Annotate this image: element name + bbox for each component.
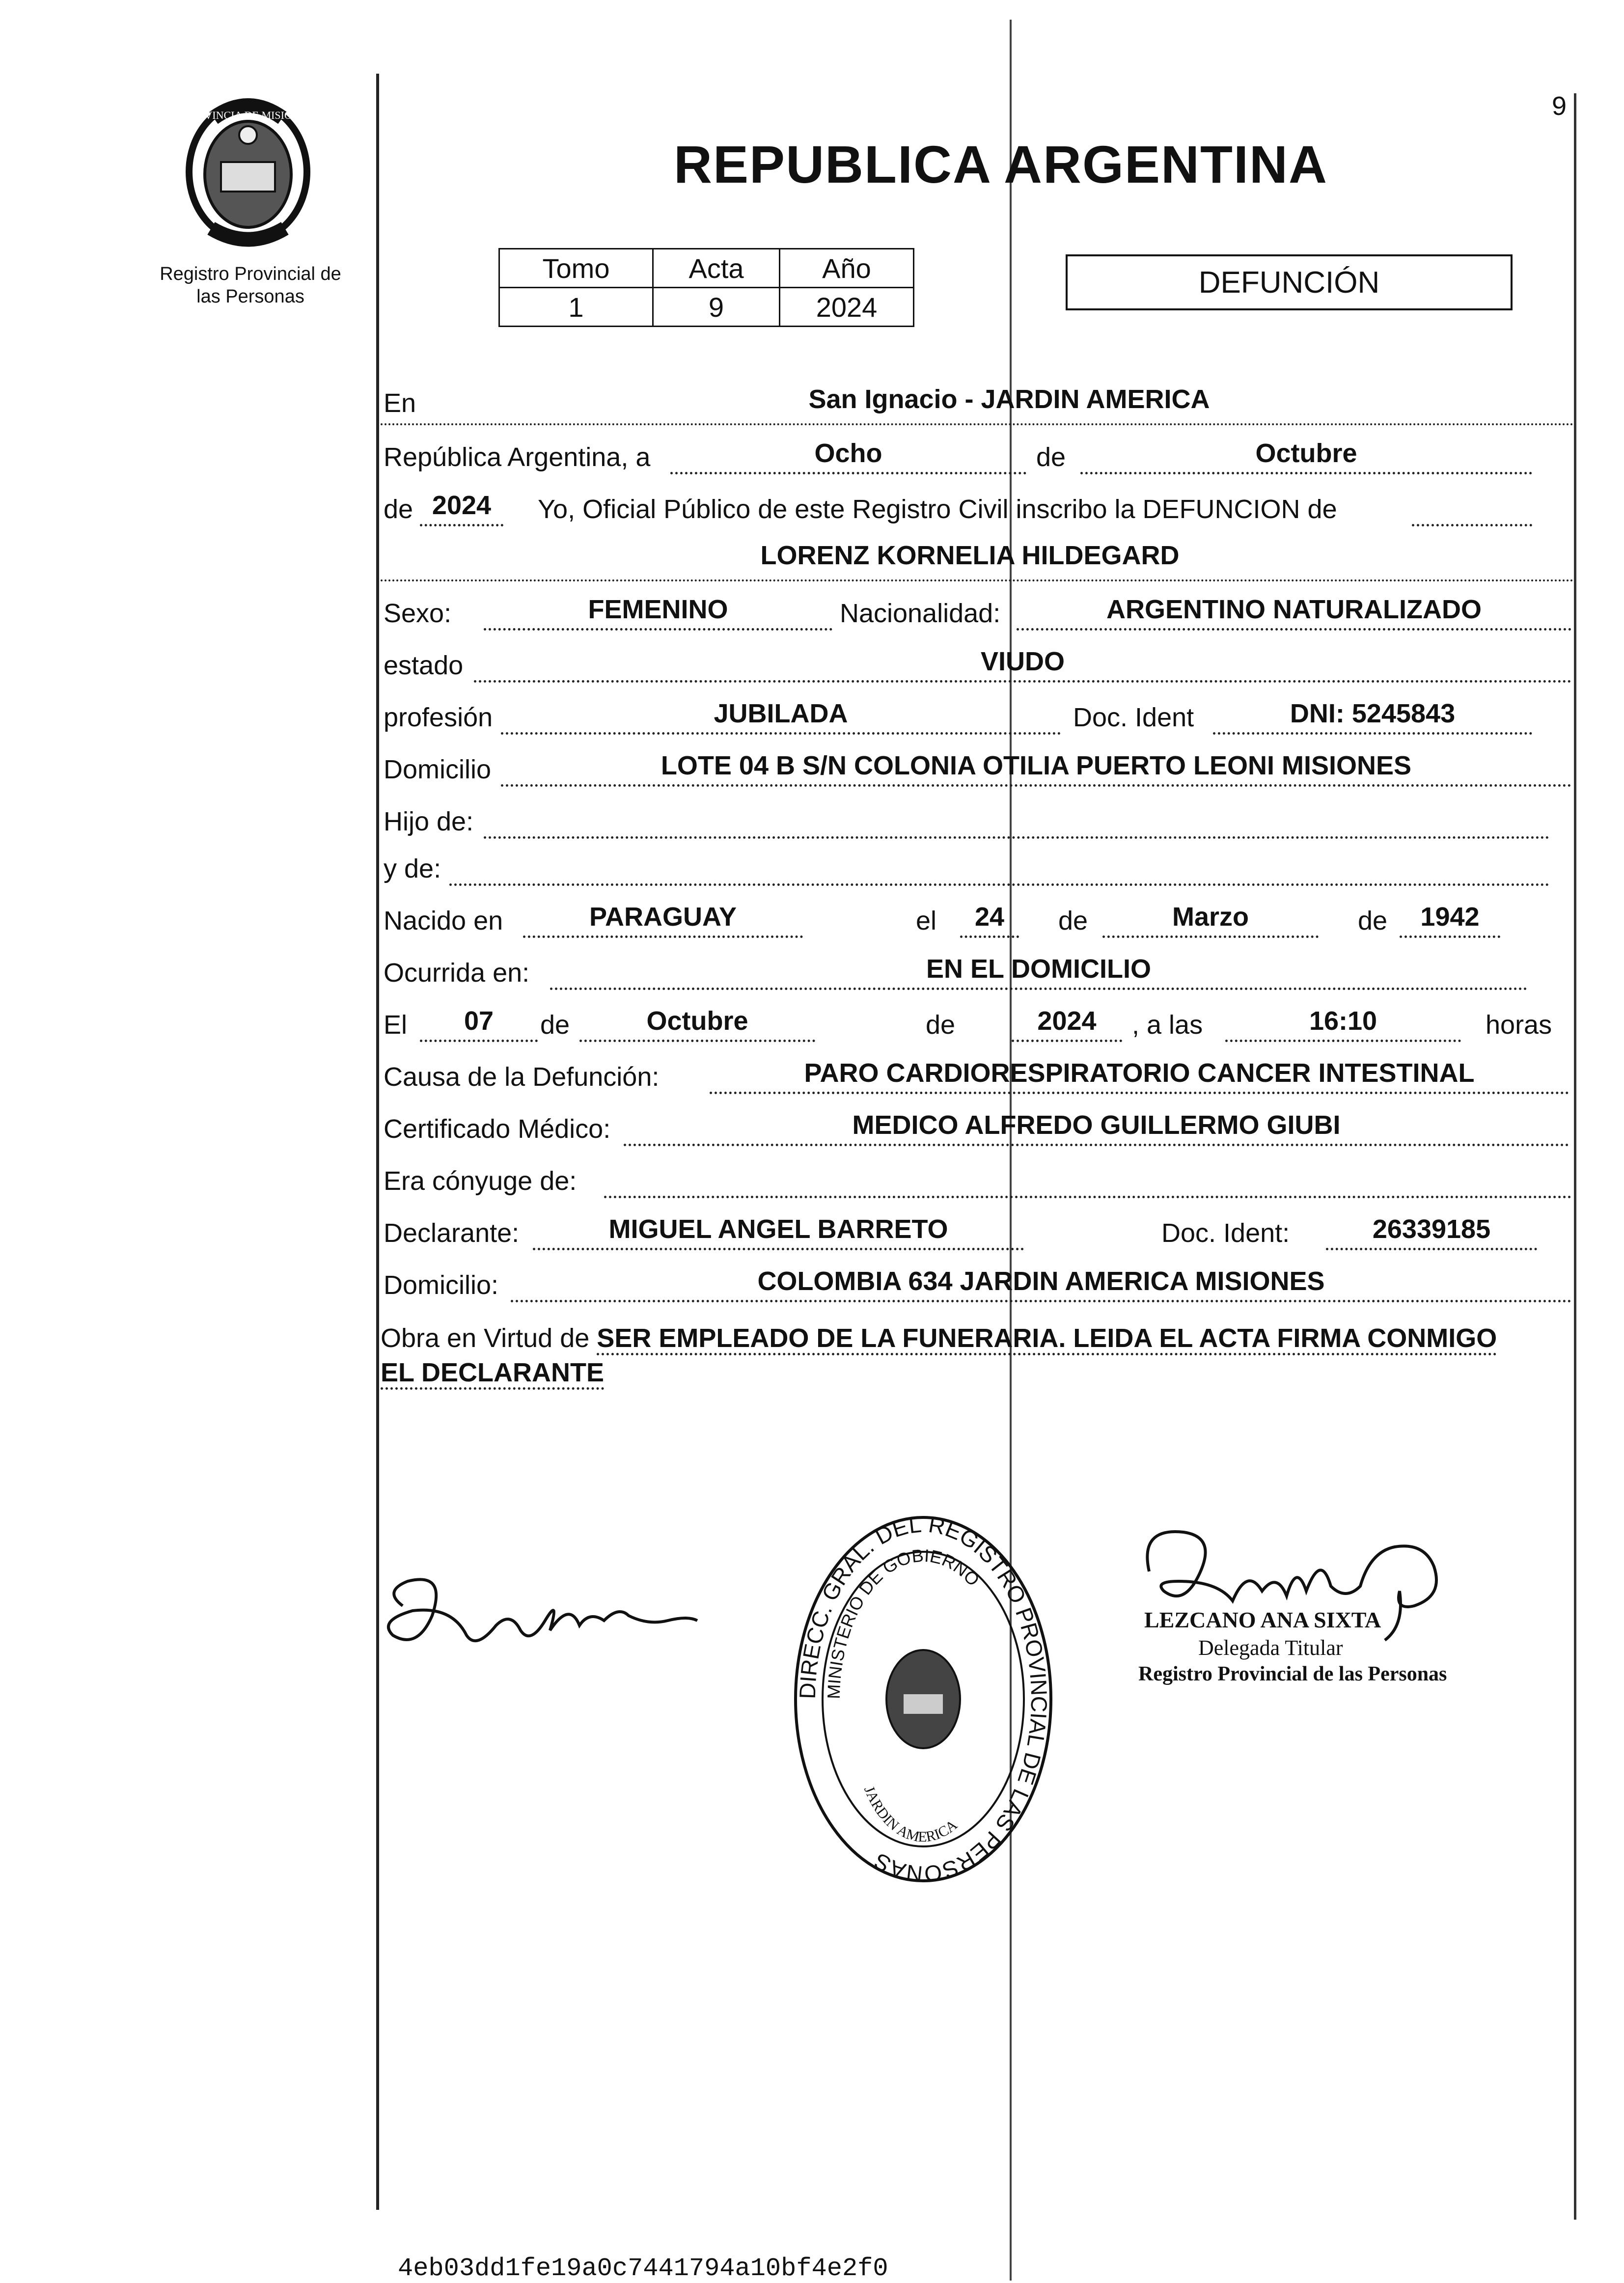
nacionalidad-value: ARGENTINO NATURALIZADO (1106, 595, 1482, 624)
row-certificado: Certificado Médico: MEDICO ALFREDO GUILLERMO GIUBI (381, 1097, 1574, 1149)
row-deceased-name (381, 529, 1574, 581)
registry-label: Registro Provincial de las Personas (160, 264, 341, 307)
row-hijo: Hijo de: (381, 790, 1574, 842)
row-sexo: Sexo: FEMENINO Nacionalidad: ARGENTINO NATURALIZADO (381, 581, 1574, 633)
registry-stamp-icon (786, 1503, 1061, 1886)
tomo-acta-table (498, 248, 914, 327)
declarante-doc: 26339185 (1372, 1214, 1491, 1244)
declarant-signature-icon (373, 1552, 707, 1670)
declarante-value: MIGUEL ANGEL BARRETO (608, 1214, 948, 1244)
row-conyuge: Era cónyuge de: (381, 1149, 1574, 1201)
tomo-header: Tomo (499, 249, 653, 288)
row-profesion: profesión JUBILADA Doc. Ident DNI: 5245843 (381, 686, 1574, 738)
officer-role: Delegada Titular (1198, 1636, 1343, 1660)
officer-org: Registro Provincial de las Personas (1138, 1663, 1447, 1685)
obra-en-virtud: Obra en Virtud de SER EMPLEADO DE LA FUNERARIA. LEIDA EL ACTA FIRMA CONMIGO EL DECLARANTE (381, 1321, 1574, 1390)
row-causa: Causa de la Defunción: PARO CARDIORESPIRATORIO CANCER INTESTINAL (381, 1045, 1574, 1097)
acta-header: Acta (653, 249, 780, 288)
provincial-seal-icon (167, 88, 329, 250)
acta-value: 9 (653, 288, 780, 327)
sexo-value: FEMENINO (588, 595, 728, 624)
svg-text:JARDIN AMERICA: JARDIN AMERICA (861, 1784, 961, 1845)
tomo-value: 1 (499, 288, 653, 327)
row-yde: y de: (381, 837, 1574, 889)
officer-name: LEZCANO ANA SIXTA (1144, 1607, 1381, 1632)
row-declarante: Declarante: MIGUEL ANGEL BARRETO Doc. Ident: 26339185 (381, 1201, 1574, 1253)
death-year: 2024 (1037, 1006, 1097, 1036)
row-estado: estado VIUDO (381, 633, 1574, 686)
officer-signature-icon (1120, 1508, 1493, 1655)
death-day: 07 (464, 1006, 494, 1036)
day-words: Ocho (814, 439, 882, 468)
obra-value-2: EL DECLARANTE (381, 1358, 604, 1390)
year-value: 2024 (432, 491, 492, 520)
record-type-box: DEFUNCIÓN (1066, 254, 1513, 310)
svg-text:DIRECC. GRAL. DEL REGISTRO PRO: DIRECC. GRAL. DEL REGISTRO PROVINCIAL DE LAS PERSONAS (794, 1511, 1052, 1886)
death-month: Octubre (646, 1006, 748, 1036)
svg-text:PROVINCIA DE MISIONES: PROVINCIA DE MISIONES (183, 109, 313, 121)
doc-value: DNI: 5245843 (1290, 699, 1456, 728)
causa-value: PARO CARDIORESPIRATORIO CANCER INTESTINAL (804, 1058, 1475, 1088)
row-date: República Argentina, a Ocho de Octubre (381, 425, 1574, 477)
left-margin-rule (376, 74, 379, 2210)
deceased-name: LORENZ KORNELIA HILDEGARD (760, 541, 1180, 570)
domicilio-value: LOTE 04 B S/N COLONIA OTILIA PUERTO LEONI MISIONES (661, 751, 1412, 780)
row-death-date: El 07 de Octubre de 2024 , a las 16:10 horas (381, 993, 1574, 1045)
profesion-value: JUBILADA (714, 699, 848, 728)
row-oficial: de 2024 Yo, Oficial Público de este Registro Civil inscribo la DEFUNCION de (381, 477, 1574, 529)
anio-header: Año (780, 249, 914, 288)
document-hash: 4eb03dd1fe19a0c7441794a10bf4e2f0 (398, 2254, 888, 2283)
place-value: San Ignacio - JARDIN AMERICA (808, 385, 1210, 414)
anio-value: 2024 (780, 288, 914, 327)
estado-value: VIUDO (980, 647, 1065, 676)
certificado-value: MEDICO ALFREDO GUILLERMO GIUBI (852, 1110, 1341, 1140)
page-title: REPUBLICA ARGENTINA (674, 135, 1328, 194)
row-ocurrida: Ocurrida en: EN EL DOMICILIO (381, 941, 1574, 993)
birth-month: Marzo (1172, 902, 1249, 932)
svg-text:MINISTERIO DE GOBIERNO: MINISTERIO DE GOBIERNO (823, 1545, 984, 1700)
birth-year: 1942 (1420, 902, 1480, 932)
row-domicilio: Domicilio LOTE 04 B S/N COLONIA OTILIA PUERTO LEONI MISIONES (381, 738, 1574, 790)
domicilio-declarante-value: COLOMBIA 634 JARDIN AMERICA MISIONES (757, 1266, 1325, 1296)
nacido-value: PARAGUAY (589, 902, 737, 932)
right-margin-rule (1574, 93, 1576, 2220)
month-value: Octubre (1255, 439, 1357, 468)
ocurrida-value: EN EL DOMICILIO (926, 954, 1152, 984)
row-domicilio-declarante: Domicilio: COLOMBIA 634 JARDIN AMERICA MISIONES (381, 1253, 1574, 1305)
death-time: 16:10 (1309, 1006, 1377, 1036)
obra-value-1: SER EMPLEADO DE LA FUNERARIA. LEIDA EL ACTA FIRMA CONMIGO (597, 1323, 1497, 1355)
row-nacido: Nacido en PARAGUAY el 24 de Marzo de 1942 (381, 889, 1574, 941)
birth-day: 24 (974, 902, 1005, 932)
row-en: En San Ignacio - JARDIN AMERICA (381, 373, 1574, 425)
page-number: 9 (1552, 91, 1567, 121)
